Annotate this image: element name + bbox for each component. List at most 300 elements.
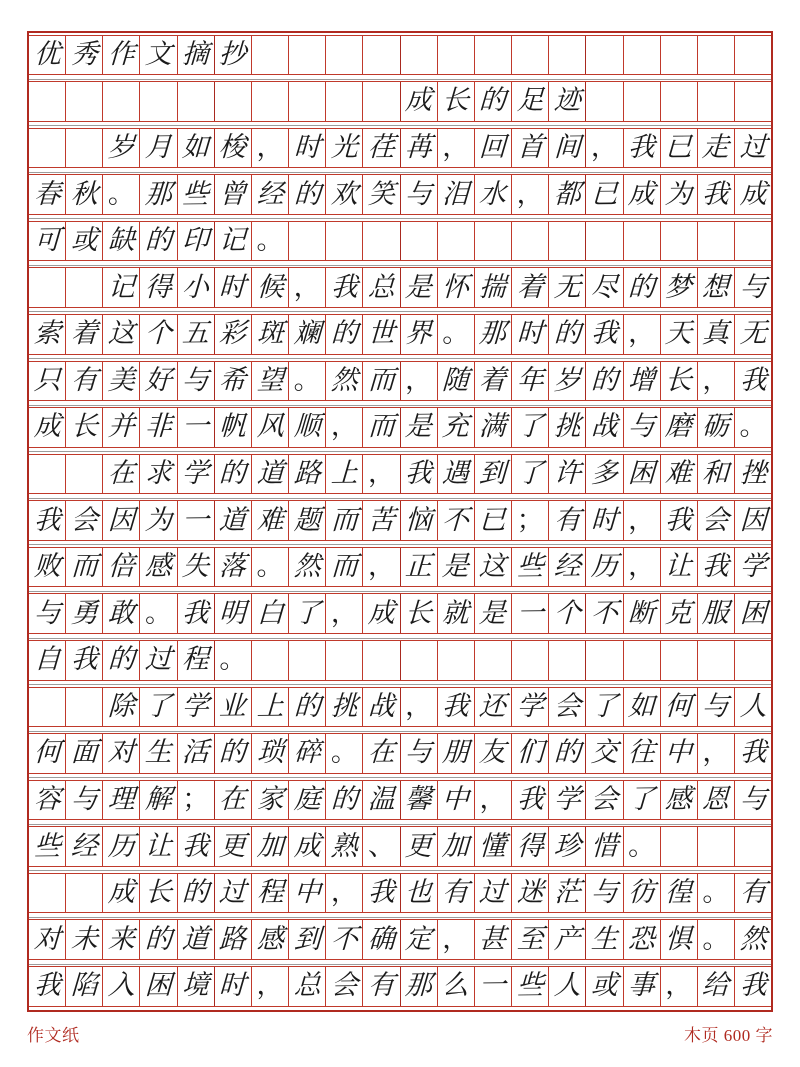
grid-cell[interactable] — [698, 408, 735, 447]
grid-cell[interactable] — [103, 315, 140, 354]
grid-cell[interactable] — [103, 362, 140, 401]
grid-cell[interactable] — [401, 967, 438, 1006]
grid-cell[interactable] — [438, 594, 475, 633]
grid-cell[interactable] — [326, 362, 363, 401]
grid-cell[interactable] — [735, 781, 771, 820]
grid-cell[interactable] — [326, 82, 363, 121]
grid-cell[interactable] — [215, 408, 252, 447]
grid-cell[interactable] — [735, 82, 771, 121]
grid-cell[interactable] — [103, 222, 140, 261]
grid-cell[interactable] — [215, 781, 252, 820]
grid-cell[interactable] — [215, 594, 252, 633]
grid-cell[interactable] — [289, 501, 326, 540]
grid-cell[interactable] — [586, 827, 623, 866]
grid-cell[interactable] — [698, 175, 735, 214]
grid-cell[interactable] — [512, 175, 549, 214]
grid-cell[interactable] — [66, 362, 103, 401]
grid-cell[interactable] — [29, 408, 66, 447]
grid-cell[interactable] — [475, 455, 512, 494]
grid-cell[interactable] — [401, 548, 438, 587]
grid-cell[interactable] — [512, 920, 549, 959]
grid-cell[interactable] — [661, 688, 698, 727]
grid-cell[interactable] — [586, 129, 623, 168]
grid-cell[interactable] — [363, 641, 400, 680]
grid-cell[interactable] — [698, 827, 735, 866]
grid-cell[interactable] — [735, 455, 771, 494]
grid-cell[interactable] — [140, 455, 177, 494]
grid-cell[interactable] — [289, 688, 326, 727]
grid-cell[interactable] — [363, 268, 400, 307]
grid-cell[interactable] — [624, 408, 661, 447]
grid-cell[interactable] — [475, 688, 512, 727]
grid-cell[interactable] — [363, 594, 400, 633]
grid-cell[interactable] — [735, 548, 771, 587]
grid-cell[interactable] — [698, 82, 735, 121]
grid-cell[interactable] — [363, 362, 400, 401]
grid-cell[interactable] — [66, 268, 103, 307]
grid-cell[interactable] — [215, 362, 252, 401]
grid-cell[interactable] — [549, 781, 586, 820]
grid-cell[interactable] — [586, 175, 623, 214]
grid-cell[interactable] — [289, 315, 326, 354]
grid-cell[interactable] — [66, 781, 103, 820]
grid-cell[interactable] — [438, 36, 475, 75]
grid-cell[interactable] — [326, 781, 363, 820]
grid-cell[interactable] — [735, 129, 771, 168]
grid-cell[interactable] — [29, 455, 66, 494]
grid-cell[interactable] — [29, 222, 66, 261]
grid-cell[interactable] — [103, 594, 140, 633]
grid-cell[interactable] — [252, 920, 289, 959]
grid-cell[interactable] — [215, 548, 252, 587]
grid-cell[interactable] — [289, 129, 326, 168]
grid-cell[interactable] — [66, 594, 103, 633]
grid-cell[interactable] — [252, 781, 289, 820]
grid-cell[interactable] — [252, 362, 289, 401]
grid-cell[interactable] — [289, 920, 326, 959]
grid-cell[interactable] — [103, 688, 140, 727]
grid-cell[interactable] — [103, 734, 140, 773]
grid-cell[interactable] — [178, 175, 215, 214]
grid-cell[interactable] — [735, 594, 771, 633]
grid-cell[interactable] — [66, 920, 103, 959]
grid-cell[interactable] — [140, 874, 177, 913]
grid-cell[interactable] — [475, 222, 512, 261]
grid-cell[interactable] — [735, 688, 771, 727]
grid-cell[interactable] — [401, 827, 438, 866]
grid-cell[interactable] — [475, 362, 512, 401]
grid-cell[interactable] — [512, 641, 549, 680]
grid-cell[interactable] — [66, 82, 103, 121]
grid-cell[interactable] — [624, 455, 661, 494]
grid-cell[interactable] — [661, 408, 698, 447]
grid-cell[interactable] — [624, 688, 661, 727]
grid-cell[interactable] — [698, 548, 735, 587]
grid-cell[interactable] — [661, 82, 698, 121]
grid-cell[interactable] — [215, 874, 252, 913]
grid-cell[interactable] — [475, 175, 512, 214]
grid-cell[interactable] — [438, 548, 475, 587]
grid-cell[interactable] — [289, 548, 326, 587]
grid-cell[interactable] — [29, 362, 66, 401]
grid-cell[interactable] — [66, 455, 103, 494]
grid-cell[interactable] — [698, 967, 735, 1006]
grid-cell[interactable] — [178, 408, 215, 447]
grid-cell[interactable] — [215, 175, 252, 214]
grid-cell[interactable] — [549, 175, 586, 214]
grid-cell[interactable] — [401, 315, 438, 354]
grid-cell[interactable] — [178, 781, 215, 820]
grid-cell[interactable] — [549, 268, 586, 307]
grid-cell[interactable] — [103, 967, 140, 1006]
grid-cell[interactable] — [363, 36, 400, 75]
grid-cell[interactable] — [29, 967, 66, 1006]
grid-cell[interactable] — [624, 222, 661, 261]
grid-cell[interactable] — [252, 874, 289, 913]
grid-cell[interactable] — [178, 967, 215, 1006]
grid-cell[interactable] — [140, 827, 177, 866]
grid-cell[interactable] — [401, 362, 438, 401]
grid-cell[interactable] — [140, 501, 177, 540]
grid-cell[interactable] — [29, 268, 66, 307]
grid-cell[interactable] — [698, 781, 735, 820]
grid-cell[interactable] — [178, 455, 215, 494]
grid-cell[interactable] — [698, 501, 735, 540]
grid-cell[interactable] — [103, 501, 140, 540]
grid-cell[interactable] — [512, 501, 549, 540]
grid-cell[interactable] — [29, 827, 66, 866]
grid-cell[interactable] — [29, 920, 66, 959]
grid-cell[interactable] — [549, 920, 586, 959]
grid-cell[interactable] — [252, 129, 289, 168]
grid-cell[interactable] — [363, 920, 400, 959]
grid-cell[interactable] — [215, 501, 252, 540]
grid-cell[interactable] — [549, 455, 586, 494]
grid-cell[interactable] — [698, 594, 735, 633]
grid-cell[interactable] — [326, 967, 363, 1006]
grid-cell[interactable] — [178, 222, 215, 261]
grid-cell[interactable] — [475, 641, 512, 680]
grid-cell[interactable] — [66, 688, 103, 727]
grid-cell[interactable] — [289, 641, 326, 680]
grid-cell[interactable] — [363, 408, 400, 447]
grid-cell[interactable] — [624, 315, 661, 354]
grid-cell[interactable] — [215, 268, 252, 307]
grid-cell[interactable] — [624, 781, 661, 820]
grid-cell[interactable] — [586, 781, 623, 820]
grid-cell[interactable] — [475, 501, 512, 540]
grid-cell[interactable] — [252, 175, 289, 214]
grid-cell[interactable] — [735, 641, 771, 680]
grid-cell[interactable] — [438, 501, 475, 540]
grid-cell[interactable] — [215, 222, 252, 261]
grid-cell[interactable] — [363, 688, 400, 727]
grid-cell[interactable] — [29, 781, 66, 820]
grid-cell[interactable] — [549, 82, 586, 121]
grid-cell[interactable] — [215, 129, 252, 168]
grid-cell[interactable] — [29, 641, 66, 680]
grid-cell[interactable] — [438, 874, 475, 913]
grid-cell[interactable] — [363, 222, 400, 261]
grid-cell[interactable] — [252, 408, 289, 447]
grid-cell[interactable] — [512, 362, 549, 401]
grid-cell[interactable] — [661, 455, 698, 494]
grid-cell[interactable] — [661, 594, 698, 633]
grid-cell[interactable] — [549, 594, 586, 633]
grid-cell[interactable] — [140, 967, 177, 1006]
grid-cell[interactable] — [661, 641, 698, 680]
grid-cell[interactable] — [363, 734, 400, 773]
grid-cell[interactable] — [363, 82, 400, 121]
grid-cell[interactable] — [29, 36, 66, 75]
grid-cell[interactable] — [363, 315, 400, 354]
grid-cell[interactable] — [438, 641, 475, 680]
grid-cell[interactable] — [624, 920, 661, 959]
grid-cell[interactable] — [401, 641, 438, 680]
grid-cell[interactable] — [252, 315, 289, 354]
grid-cell[interactable] — [140, 315, 177, 354]
grid-cell[interactable] — [289, 781, 326, 820]
grid-cell[interactable] — [66, 222, 103, 261]
grid-cell[interactable] — [252, 455, 289, 494]
grid-cell[interactable] — [215, 82, 252, 121]
grid-cell[interactable] — [178, 129, 215, 168]
grid-cell[interactable] — [326, 315, 363, 354]
grid-cell[interactable] — [326, 36, 363, 75]
grid-cell[interactable] — [252, 641, 289, 680]
grid-cell[interactable] — [289, 36, 326, 75]
grid-cell[interactable] — [549, 362, 586, 401]
grid-cell[interactable] — [66, 967, 103, 1006]
grid-cell[interactable] — [401, 175, 438, 214]
grid-cell[interactable] — [29, 315, 66, 354]
grid-cell[interactable] — [326, 734, 363, 773]
grid-cell[interactable] — [586, 82, 623, 121]
grid-cell[interactable] — [586, 734, 623, 773]
grid-cell[interactable] — [289, 175, 326, 214]
grid-cell[interactable] — [326, 501, 363, 540]
grid-cell[interactable] — [475, 920, 512, 959]
grid-cell[interactable] — [178, 36, 215, 75]
grid-cell[interactable] — [698, 920, 735, 959]
grid-cell[interactable] — [438, 781, 475, 820]
grid-cell[interactable] — [735, 175, 771, 214]
grid-cell[interactable] — [29, 548, 66, 587]
grid-cell[interactable] — [363, 781, 400, 820]
grid-cell[interactable] — [661, 222, 698, 261]
grid-cell[interactable] — [178, 874, 215, 913]
grid-cell[interactable] — [586, 920, 623, 959]
grid-cell[interactable] — [215, 967, 252, 1006]
grid-cell[interactable] — [178, 641, 215, 680]
grid-cell[interactable] — [66, 175, 103, 214]
grid-cell[interactable] — [289, 82, 326, 121]
grid-cell[interactable] — [66, 408, 103, 447]
grid-cell[interactable] — [512, 222, 549, 261]
grid-cell[interactable] — [438, 920, 475, 959]
grid-cell[interactable] — [549, 967, 586, 1006]
grid-cell[interactable] — [698, 734, 735, 773]
grid-cell[interactable] — [103, 175, 140, 214]
grid-cell[interactable] — [735, 408, 771, 447]
grid-cell[interactable] — [178, 268, 215, 307]
grid-cell[interactable] — [289, 594, 326, 633]
grid-cell[interactable] — [661, 967, 698, 1006]
grid-cell[interactable] — [624, 501, 661, 540]
grid-cell[interactable] — [140, 688, 177, 727]
grid-cell[interactable] — [252, 594, 289, 633]
grid-cell[interactable] — [289, 268, 326, 307]
grid-cell[interactable] — [698, 268, 735, 307]
grid-cell[interactable] — [475, 548, 512, 587]
grid-cell[interactable] — [735, 36, 771, 75]
grid-cell[interactable] — [586, 36, 623, 75]
grid-cell[interactable] — [401, 36, 438, 75]
grid-cell[interactable] — [586, 268, 623, 307]
grid-cell[interactable] — [475, 129, 512, 168]
grid-cell[interactable] — [512, 594, 549, 633]
grid-cell[interactable] — [735, 362, 771, 401]
grid-cell[interactable] — [252, 734, 289, 773]
grid-cell[interactable] — [661, 129, 698, 168]
grid-cell[interactable] — [178, 362, 215, 401]
grid-cell[interactable] — [252, 501, 289, 540]
grid-cell[interactable] — [289, 408, 326, 447]
grid-cell[interactable] — [512, 315, 549, 354]
grid-cell[interactable] — [549, 827, 586, 866]
grid-cell[interactable] — [438, 315, 475, 354]
grid-cell[interactable] — [475, 827, 512, 866]
grid-cell[interactable] — [401, 734, 438, 773]
grid-cell[interactable] — [401, 408, 438, 447]
grid-cell[interactable] — [624, 967, 661, 1006]
grid-cell[interactable] — [438, 688, 475, 727]
grid-cell[interactable] — [549, 408, 586, 447]
grid-cell[interactable] — [698, 315, 735, 354]
grid-cell[interactable] — [661, 175, 698, 214]
grid-cell[interactable] — [586, 688, 623, 727]
grid-cell[interactable] — [178, 827, 215, 866]
grid-cell[interactable] — [215, 455, 252, 494]
grid-cell[interactable] — [735, 734, 771, 773]
grid-cell[interactable] — [363, 548, 400, 587]
grid-cell[interactable] — [103, 408, 140, 447]
grid-cell[interactable] — [140, 408, 177, 447]
grid-cell[interactable] — [29, 175, 66, 214]
grid-cell[interactable] — [289, 362, 326, 401]
grid-cell[interactable] — [215, 688, 252, 727]
grid-cell[interactable] — [66, 827, 103, 866]
grid-cell[interactable] — [661, 734, 698, 773]
grid-cell[interactable] — [438, 827, 475, 866]
grid-cell[interactable] — [624, 827, 661, 866]
grid-cell[interactable] — [475, 268, 512, 307]
grid-cell[interactable] — [363, 175, 400, 214]
grid-cell[interactable] — [438, 455, 475, 494]
grid-cell[interactable] — [103, 82, 140, 121]
grid-cell[interactable] — [29, 688, 66, 727]
grid-cell[interactable] — [363, 874, 400, 913]
grid-cell[interactable] — [215, 734, 252, 773]
grid-cell[interactable] — [103, 548, 140, 587]
grid-cell[interactable] — [215, 315, 252, 354]
grid-cell[interactable] — [549, 688, 586, 727]
grid-cell[interactable] — [735, 501, 771, 540]
grid-cell[interactable] — [624, 594, 661, 633]
grid-cell[interactable] — [512, 408, 549, 447]
grid-cell[interactable] — [438, 362, 475, 401]
grid-cell[interactable] — [252, 268, 289, 307]
grid-cell[interactable] — [475, 594, 512, 633]
grid-cell[interactable] — [549, 641, 586, 680]
grid-cell[interactable] — [438, 175, 475, 214]
grid-cell[interactable] — [735, 268, 771, 307]
grid-cell[interactable] — [326, 548, 363, 587]
grid-cell[interactable] — [401, 688, 438, 727]
grid-cell[interactable] — [401, 874, 438, 913]
grid-cell[interactable] — [661, 827, 698, 866]
grid-cell[interactable] — [698, 36, 735, 75]
grid-cell[interactable] — [401, 920, 438, 959]
grid-cell[interactable] — [326, 222, 363, 261]
grid-cell[interactable] — [401, 82, 438, 121]
grid-cell[interactable] — [215, 920, 252, 959]
grid-cell[interactable] — [512, 734, 549, 773]
grid-cell[interactable] — [215, 36, 252, 75]
grid-cell[interactable] — [401, 268, 438, 307]
grid-cell[interactable] — [140, 82, 177, 121]
grid-cell[interactable] — [401, 455, 438, 494]
grid-cell[interactable] — [140, 175, 177, 214]
grid-cell[interactable] — [66, 501, 103, 540]
grid-cell[interactable] — [289, 222, 326, 261]
grid-cell[interactable] — [698, 641, 735, 680]
grid-cell[interactable] — [215, 827, 252, 866]
grid-cell[interactable] — [363, 967, 400, 1006]
grid-cell[interactable] — [735, 222, 771, 261]
grid-cell[interactable] — [103, 129, 140, 168]
grid-cell[interactable] — [326, 874, 363, 913]
grid-cell[interactable] — [326, 594, 363, 633]
grid-cell[interactable] — [289, 827, 326, 866]
grid-cell[interactable] — [549, 315, 586, 354]
grid-cell[interactable] — [549, 548, 586, 587]
grid-cell[interactable] — [698, 455, 735, 494]
grid-cell[interactable] — [586, 408, 623, 447]
grid-cell[interactable] — [66, 36, 103, 75]
grid-cell[interactable] — [512, 827, 549, 866]
grid-cell[interactable] — [140, 548, 177, 587]
grid-cell[interactable] — [475, 408, 512, 447]
grid-cell[interactable] — [140, 222, 177, 261]
grid-cell[interactable] — [586, 362, 623, 401]
grid-cell[interactable] — [252, 967, 289, 1006]
grid-cell[interactable] — [438, 129, 475, 168]
grid-cell[interactable] — [363, 129, 400, 168]
grid-cell[interactable] — [215, 641, 252, 680]
grid-cell[interactable] — [363, 501, 400, 540]
grid-cell[interactable] — [326, 129, 363, 168]
grid-cell[interactable] — [586, 315, 623, 354]
grid-cell[interactable] — [549, 36, 586, 75]
grid-cell[interactable] — [624, 734, 661, 773]
grid-cell[interactable] — [624, 175, 661, 214]
grid-cell[interactable] — [401, 781, 438, 820]
grid-cell[interactable] — [698, 362, 735, 401]
grid-cell[interactable] — [475, 315, 512, 354]
grid-cell[interactable] — [624, 641, 661, 680]
grid-cell[interactable] — [29, 501, 66, 540]
